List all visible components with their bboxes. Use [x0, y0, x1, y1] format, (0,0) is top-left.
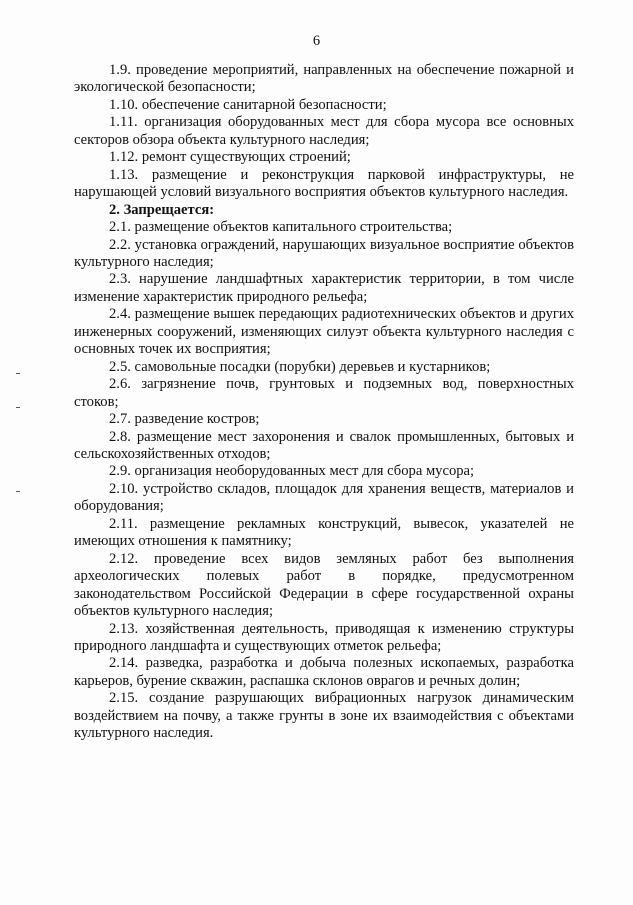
list-item: 1.11. организация оборудованных мест для сбора мусора все основных секторов обзора объекта культурного наследия; — [74, 114, 574, 148]
list-item: 2.13. хозяйственная деятельность, приводящая к изменению структуры природного ландшафта и существующих отметок рельефа; — [74, 620, 574, 654]
list-item: 1.9. проведение мероприятий, направленных на обеспечение пожарной и экологической безопасности; — [74, 62, 574, 96]
list-item: 2.6. загрязнение почв, грунтовых и подземных вод, поверхностных стоков; — [74, 376, 574, 410]
scan-mark — [16, 407, 20, 408]
list-item: 2.11. размещение рекламных конструкций, вывесок, указателей не имеющих отношения к памятнику; — [74, 515, 574, 550]
section-heading: 2. Запрещается: — [109, 201, 215, 218]
list-item: 2.5. самовольные посадки (порубки) деревьев и кустарников; — [109, 358, 491, 375]
list-item: 2.14. разведка, разработка и добыча полезных ископаемых, разработка карьеров, бурение скважин, распашка склонов оврагов и речных долин; — [74, 655, 574, 689]
list-item: 2.2. установка ограждений, нарушающих визуальное восприятие объектов культурного наследия; — [74, 236, 574, 270]
list-item: 2.9. организация необорудованных мест для сбора мусора; — [109, 463, 475, 480]
scan-mark — [16, 373, 20, 374]
list-item: 2.12. проведение всех видов земляных работ без выполнения археологических полевых работ в порядке, предусмотренном законодательством Российской Федерации в сфере государственной охраны объектов культурного наследия; — [74, 550, 574, 620]
list-item: 2.4. размещение вышек передающих радиотехнических объектов и других инженерных сооружений, изменяющих силуэт объекта культурного наследия с основных точек их восприятия; — [74, 306, 574, 358]
list-item: 2.3. нарушение ландшафтных характеристик территории, в том числе изменение характеристик природного рельефа; — [74, 271, 574, 305]
list-item: 2.10. устройство складов, площадок для хранения веществ, материалов и оборудования; — [74, 480, 574, 515]
scan-mark — [16, 491, 20, 492]
list-item: 2.1. размещение объектов капитального строительства; — [109, 219, 453, 236]
list-item: 2.8. размещение мест захоронения и свалок промышленных, бытовых и сельскохозяйственных отходов; — [74, 428, 574, 462]
list-item: 2.7. разведение костров; — [109, 411, 260, 428]
page-number: 6 — [312, 33, 321, 49]
document-body — [74, 62, 574, 743]
list-item: 1.13. размещение и реконструкция парковой инфраструктуры, не нарушающей условий визуального восприятия объектов культурного наследия. — [74, 166, 574, 201]
list-item: 1.10. обеспечение санитарной безопасности; — [109, 96, 387, 113]
list-item: 2.15. создание разрушающих вибрационных нагрузок динамическим воздействием на почву, а также грунты в зоне их взаимодействия с объектами культурного наследия. — [74, 690, 574, 742]
list-item: 1.12. ремонт существующих строений; — [109, 149, 351, 166]
